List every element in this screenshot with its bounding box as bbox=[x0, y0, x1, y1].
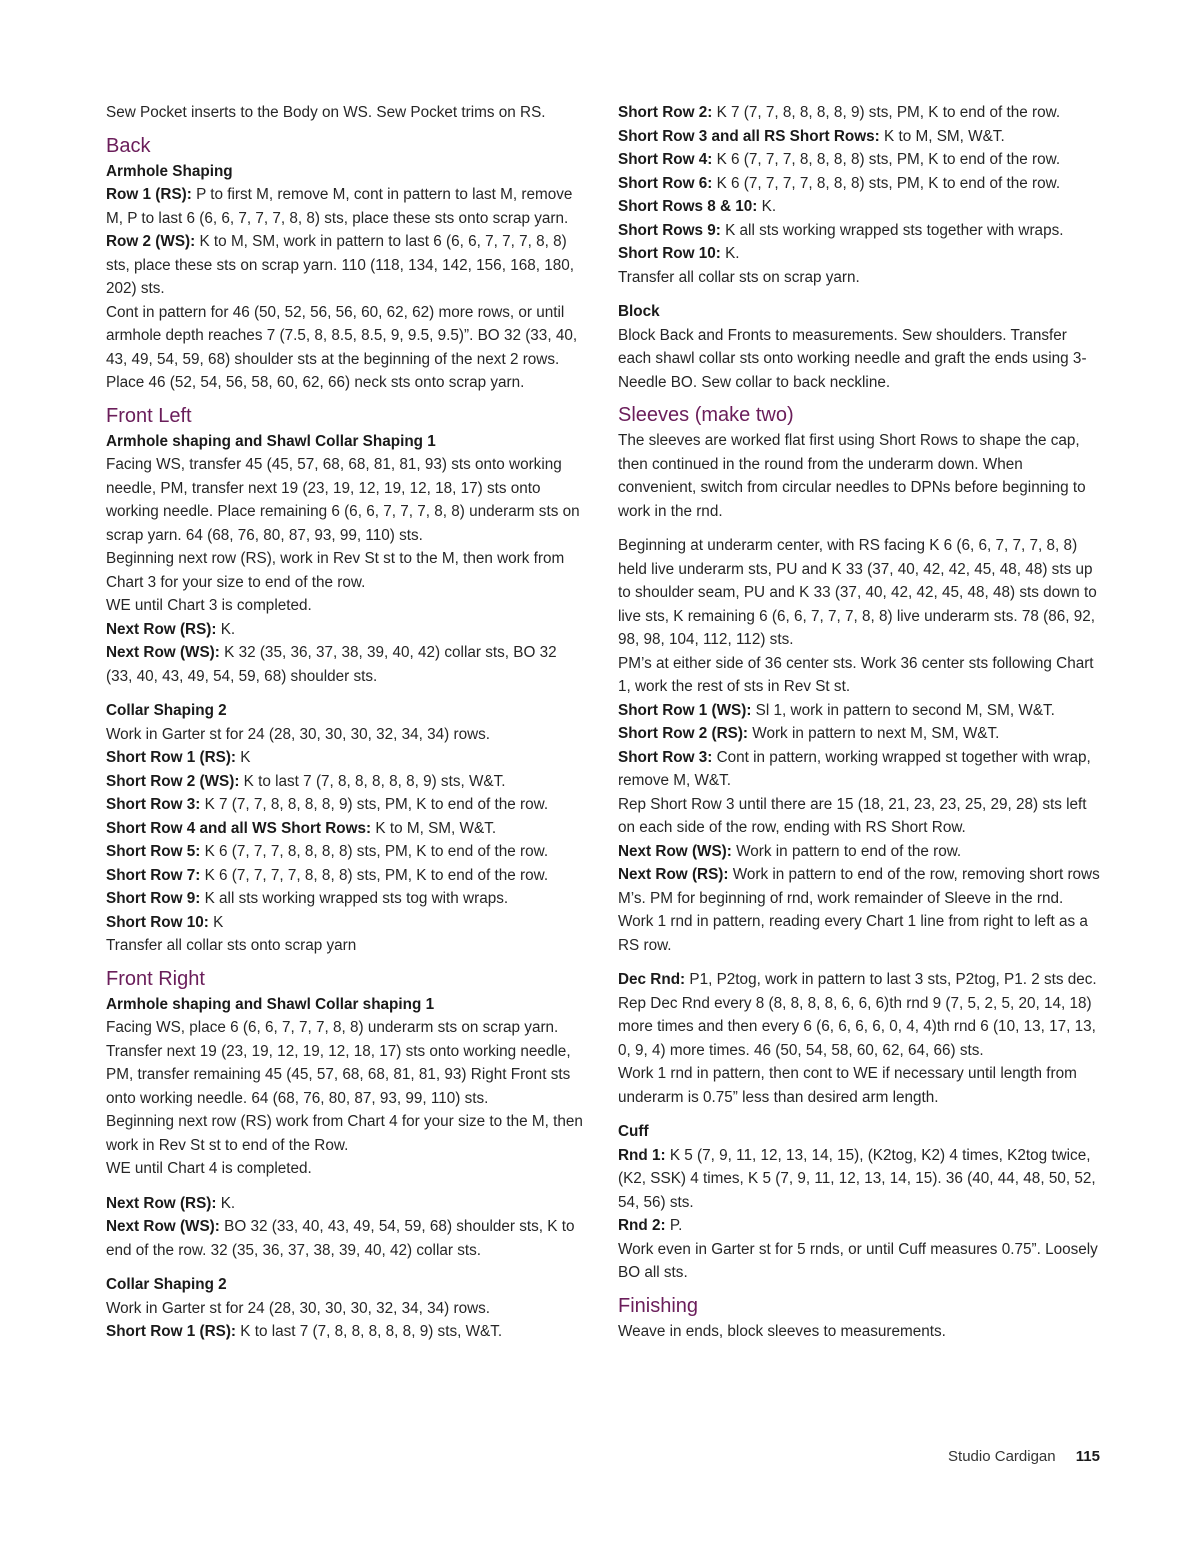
instruction-text: K all sts working wrapped sts tog with wraps. bbox=[200, 890, 509, 907]
subsection-heading: Block bbox=[618, 303, 660, 320]
instruction-paragraph bbox=[618, 992, 1102, 1063]
instruction-paragraph bbox=[618, 1320, 1102, 1344]
instruction-paragraph bbox=[618, 699, 1102, 723]
instruction-text: Cont in pattern for 46 (50, 52, 56, 56, 60, 62, 62) more rows, or until armhole depth reaches 7 (7.5, 8, 8.5, 8.5, 9, 9.5, 9.5)”. BO 32 (33, 40, 43, 49, 54, 59, 68) shoulder sts at the beginning of the next 2 rows. bbox=[106, 303, 578, 368]
instruction-text: K to M, SM, W&T. bbox=[371, 819, 497, 837]
instruction-paragraph bbox=[618, 1214, 1102, 1238]
row-label: Short Row 3: bbox=[618, 748, 713, 766]
row-label: Short Row 2: bbox=[618, 104, 713, 121]
instruction-paragraph bbox=[106, 371, 586, 395]
row-label: Short Row 3: bbox=[106, 796, 201, 813]
instruction-text: K bbox=[208, 913, 224, 931]
instruction-text: Work in pattern to end of the row. bbox=[731, 842, 962, 860]
instruction-text: K 32 (35, 36, 37, 38, 39, 40, 42) collar sts, BO 32 (33, 40, 43, 49, 54, 59, 68) shoulder sts. bbox=[106, 644, 557, 685]
instruction-paragraph bbox=[106, 1297, 586, 1321]
row-label: Short Row 1 (RS): bbox=[106, 1323, 237, 1340]
instruction-paragraph bbox=[618, 324, 1102, 395]
section-title: Finishing bbox=[618, 1294, 699, 1317]
spacer bbox=[106, 1181, 586, 1192]
instruction-paragraph bbox=[106, 453, 586, 547]
row-label: Next Row (WS): bbox=[618, 842, 732, 860]
row-label: Short Row 6: bbox=[618, 174, 713, 192]
instruction-paragraph bbox=[106, 230, 586, 301]
instruction-paragraph bbox=[618, 910, 1102, 957]
instruction-paragraph bbox=[106, 934, 586, 958]
row-label: Short Row 10: bbox=[106, 913, 209, 931]
instruction-text: WE until Chart 4 is completed. bbox=[106, 1160, 312, 1177]
instruction-text: WE until Chart 3 is completed. bbox=[106, 597, 312, 614]
row-label: Next Row (RS): bbox=[106, 1194, 217, 1212]
subsection-heading: Collar Shaping 2 bbox=[106, 1276, 227, 1293]
subsection-heading: Armhole shaping and Shawl Collar shaping 1 bbox=[106, 995, 435, 1013]
instruction-paragraph bbox=[618, 242, 1102, 266]
instruction-paragraph bbox=[106, 723, 586, 747]
instruction-paragraph bbox=[618, 266, 1102, 290]
row-label: Short Row 7: bbox=[106, 866, 201, 884]
instruction-text: Weave in ends, block sleeves to measurements. bbox=[618, 1322, 946, 1340]
row-label: Short Rows 8 & 10: bbox=[618, 198, 758, 215]
instruction-text: K 6 (7, 7, 7, 8, 8, 8, 8) sts, PM, K to end of the row. bbox=[712, 151, 1061, 168]
row-label: Short Row 4 and all WS Short Rows: bbox=[106, 819, 372, 837]
instruction-paragraph bbox=[106, 594, 586, 618]
row-label: Short Row 1 (WS): bbox=[618, 701, 752, 719]
instruction-paragraph bbox=[618, 125, 1102, 149]
instruction-paragraph bbox=[106, 864, 586, 888]
instruction-text: Cont in pattern, working wrapped st together with wrap, remove M, W&T. bbox=[618, 748, 1091, 789]
row-label: Next Row (WS): bbox=[106, 644, 220, 661]
instruction-text: K 7 (7, 7, 8, 8, 8, 8, 9) sts, PM, K to end of the row. bbox=[200, 796, 549, 813]
instruction-paragraph bbox=[106, 817, 586, 841]
instruction-paragraph bbox=[106, 793, 586, 817]
instruction-paragraph bbox=[618, 863, 1102, 910]
instruction-text: BO 32 (33, 40, 43, 49, 54, 59, 68) shoulder sts, K to end of the row. 32 (35, 36, 37, 38, 39, 40, 42) collar sts. bbox=[106, 1218, 575, 1259]
instruction-text: Beginning next row (RS), work in Rev St st to the M, then work from Chart 3 for your size to end of the row. bbox=[106, 550, 565, 591]
row-label: Dec Rnd: bbox=[618, 971, 686, 988]
instruction-text: K 6 (7, 7, 7, 8, 8, 8, 8) sts, PM, K to end of the row. bbox=[200, 843, 549, 860]
instruction-paragraph bbox=[618, 968, 1102, 992]
instruction-text: K. bbox=[216, 620, 236, 638]
instruction-paragraph bbox=[106, 301, 586, 372]
instruction-paragraph bbox=[106, 840, 586, 864]
instruction-paragraph bbox=[618, 1062, 1102, 1109]
instruction-text: Work in pattern to end of the row, removing short rows M’s. PM for beginning of rnd, work remainder of Sleeve in the rnd. bbox=[618, 866, 1100, 907]
instruction-text: P. bbox=[665, 1217, 683, 1234]
instruction-text: Beginning at underarm center, with RS facing K 6 (6, 6, 7, 7, 7, 8, 8) held live underarm sts, PU and K 33 (37, 40, 42, 42, 45, 48, 48) sts up to shoulder seam, PU and K 33 (37, 40, 42, 42, 45, 48, 48) sts down to live sts, K remaining 6 (6, 6, 7, 7, 7, 8, 8) live underarm sts. 78 (86, 92, 98, 98, 104, 112, 112) sts. bbox=[618, 537, 1097, 648]
section-title: Back bbox=[106, 134, 151, 157]
instruction-paragraph bbox=[106, 1016, 586, 1110]
instruction-paragraph bbox=[618, 534, 1102, 652]
subsection-heading: Armhole shaping and Shawl Collar Shaping 1 bbox=[106, 432, 436, 450]
instruction-paragraph bbox=[106, 183, 586, 230]
instruction-paragraph bbox=[618, 1238, 1102, 1285]
instruction-paragraph bbox=[106, 1110, 586, 1157]
instruction-text: K all sts working wrapped sts together with wraps. bbox=[720, 221, 1064, 239]
instruction-paragraph bbox=[618, 652, 1102, 699]
spacer bbox=[106, 688, 586, 699]
instruction-text: Sew Pocket inserts to the Body on WS. Sew Pocket trims on RS. bbox=[106, 104, 546, 121]
instruction-paragraph bbox=[106, 547, 586, 594]
instruction-paragraph bbox=[106, 641, 586, 688]
spacer bbox=[106, 1262, 586, 1273]
instruction-paragraph bbox=[618, 148, 1102, 172]
instruction-paragraph bbox=[106, 770, 586, 794]
row-label: Short Row 3 and all RS Short Rows: bbox=[618, 127, 880, 145]
row-label: Next Row (RS): bbox=[106, 620, 217, 638]
instruction-text: K 5 (7, 9, 11, 12, 13, 14, 15), (K2tog, K2) 4 times, K2tog twice, (K2, SSK) 4 times, K 5 (7, 9, 11, 12, 13, 14, 15). 36 (40, 44, 48, 50, 52, 54, 56) sts. bbox=[618, 1146, 1096, 1211]
row-label: Row 2 (WS): bbox=[106, 233, 196, 250]
instruction-text: P to first M, remove M, cont in pattern to last M, remove M, P to last 6 (6, 6, 7, 7, 7, 8, 8) sts, place these sts onto scrap yarn. bbox=[106, 186, 573, 227]
row-label: Short Row 5: bbox=[106, 843, 201, 860]
instruction-text: Work 1 rnd in pattern, reading every Chart 1 line from right to left as a RS row. bbox=[618, 913, 1088, 954]
instruction-paragraph bbox=[106, 618, 586, 642]
page-footer bbox=[948, 1448, 1100, 1465]
instruction-paragraph bbox=[106, 1215, 586, 1262]
instruction-text: K bbox=[236, 749, 251, 766]
spacer bbox=[618, 289, 1102, 300]
instruction-paragraph bbox=[618, 722, 1102, 746]
instruction-text: Facing WS, transfer 45 (45, 57, 68, 68, 81, 81, 93) sts onto working needle, PM, transfer next 19 (23, 19, 12, 19, 12, 18, 17) sts onto working needle. Place remaining 6 (6, 6, 7, 7, 7, 8, 8) underarm sts on scrap yarn. 64 (68, 76, 80, 87, 93, 99, 110) sts. bbox=[106, 456, 580, 544]
row-label: Next Row (RS): bbox=[618, 866, 729, 883]
instruction-text: Block Back and Fronts to measurements. Sew shoulders. Transfer each shawl collar sts onto working needle and graft the ends using 3-Needle BO. Sew collar to back neckline. bbox=[618, 326, 1087, 391]
instruction-text: K. bbox=[216, 1194, 236, 1212]
instruction-text: Beginning next row (RS) work from Chart 4 for your size to the M, then work in Rev St st to end of the Row. bbox=[106, 1113, 583, 1154]
row-label: Short Row 1 (RS): bbox=[106, 749, 237, 766]
row-label: Rnd 2: bbox=[618, 1217, 666, 1234]
instruction-text: Rep Short Row 3 until there are 15 (18, 21, 23, 23, 25, 29, 28) sts left on each side of the row, ending with RS Short Row. bbox=[618, 795, 1087, 836]
instruction-text: Work in Garter st for 24 (28, 30, 30, 30, 32, 34, 34) rows. bbox=[106, 1299, 491, 1317]
instruction-paragraph bbox=[106, 746, 586, 770]
book-title: Studio Cardigan bbox=[948, 1448, 1056, 1465]
instruction-paragraph bbox=[618, 429, 1102, 523]
spacer bbox=[618, 957, 1102, 968]
instruction-text: K 6 (7, 7, 7, 7, 8, 8, 8) sts, PM, K to end of the row. bbox=[200, 866, 549, 884]
instruction-paragraph bbox=[618, 195, 1102, 219]
instruction-text: Work in Garter st for 24 (28, 30, 30, 30, 32, 34, 34) rows. bbox=[106, 725, 491, 743]
instruction-text: The sleeves are worked flat first using Short Rows to shape the cap, then continued in the round from the underarm down. When convenient, switch from circular needles to DPNs before beginning to work in the rnd. bbox=[618, 432, 1086, 520]
row-label: Short Row 4: bbox=[618, 151, 713, 168]
left-column bbox=[106, 101, 586, 1344]
instruction-text: Facing WS, place 6 (6, 6, 7, 7, 7, 8, 8) underarm sts on scrap yarn. Transfer next 19 (23, 19, 12, 19, 12, 18, 17) sts onto working needle, PM, transfer remaining 45 (45, 57, 68, 68, 81, 81, 93) Right Front sts onto working needle. 64 (68, 76, 80, 87, 93, 99, 110) sts. bbox=[106, 1019, 571, 1107]
instruction-paragraph bbox=[618, 793, 1102, 840]
instruction-text: Transfer all collar sts on scrap yarn. bbox=[618, 268, 860, 286]
row-label: Short Row 2 (RS): bbox=[618, 725, 749, 742]
instruction-text: Work in pattern to next M, SM, W&T. bbox=[748, 725, 1000, 742]
instruction-text: Sl 1, work in pattern to second M, SM, W&T. bbox=[751, 701, 1055, 719]
right-column bbox=[618, 101, 1102, 1343]
instruction-text: P1, P2tog, work in pattern to last 3 sts, P2tog, P1. 2 sts dec. bbox=[685, 971, 1097, 988]
spacer bbox=[618, 523, 1102, 534]
instruction-text: K. bbox=[720, 245, 740, 262]
subsection-heading: Collar Shaping 2 bbox=[106, 702, 227, 719]
instruction-text: K 6 (7, 7, 7, 7, 8, 8, 8) sts, PM, K to end of the row. bbox=[712, 174, 1061, 192]
row-label: Rnd 1: bbox=[618, 1146, 666, 1164]
section-title: Front Left bbox=[106, 404, 192, 427]
row-label: Short Row 2 (WS): bbox=[106, 772, 240, 790]
instruction-text: K 7 (7, 7, 8, 8, 8, 8, 9) sts, PM, K to end of the row. bbox=[712, 104, 1061, 121]
row-label: Short Rows 9: bbox=[618, 221, 721, 239]
page-number: 115 bbox=[1075, 1448, 1100, 1465]
instruction-text: K to last 7 (7, 8, 8, 8, 8, 8, 9) sts, W&T. bbox=[239, 772, 506, 790]
instruction-text: PM’s at either side of 36 center sts. Work 36 center sts following Chart 1, work the rest of sts in Rev St st. bbox=[618, 654, 1094, 695]
section-title: Front Right bbox=[106, 967, 205, 990]
subsection-heading: Armhole Shaping bbox=[106, 162, 233, 180]
instruction-paragraph bbox=[618, 1144, 1102, 1215]
instruction-text: Work even in Garter st for 5 rnds, or until Cuff measures 0.75”. Loosely BO all sts. bbox=[618, 1240, 1098, 1281]
instruction-paragraph bbox=[618, 746, 1102, 793]
instruction-text: K to M, SM, W&T. bbox=[879, 127, 1005, 145]
instruction-text: K to M, SM, work in pattern to last 6 (6, 6, 7, 7, 7, 8, 8) sts, place these sts on scrap yarn. 110 (118, 134, 142, 156, 168, 180, 202) sts. bbox=[106, 233, 574, 297]
instruction-text: Transfer all collar sts onto scrap yarn bbox=[106, 937, 357, 954]
section-title: Sleeves (make two) bbox=[618, 404, 794, 426]
instruction-text: Rep Dec Rnd every 8 (8, 8, 8, 8, 6, 6, 6)th rnd 9 (7, 5, 2, 5, 20, 14, 18) more times and then every 6 (6, 6, 6, 6, 0, 4, 4)th rnd 6 (10, 13, 17, 13, 0, 9, 4) more times. 46 (50, 54, 58, 60, 62, 64, 66) sts. bbox=[618, 994, 1096, 1059]
row-label: Row 1 (RS): bbox=[106, 186, 192, 203]
instruction-paragraph bbox=[106, 911, 586, 935]
instruction-text: K to last 7 (7, 8, 8, 8, 8, 8, 9) sts, W&T. bbox=[236, 1323, 503, 1340]
spacer bbox=[618, 1109, 1102, 1120]
instruction-paragraph bbox=[618, 219, 1102, 243]
row-label: Next Row (WS): bbox=[106, 1218, 220, 1235]
instruction-paragraph bbox=[618, 840, 1102, 864]
instruction-paragraph bbox=[618, 172, 1102, 196]
instruction-paragraph bbox=[106, 1320, 586, 1344]
instruction-paragraph bbox=[106, 887, 586, 911]
subsection-heading: Cuff bbox=[618, 1123, 649, 1140]
instruction-text: Place 46 (52, 54, 56, 58, 60, 62, 66) neck sts onto scrap yarn. bbox=[106, 374, 525, 391]
instruction-paragraph bbox=[106, 1192, 586, 1216]
instruction-paragraph bbox=[106, 1157, 586, 1181]
instruction-paragraph bbox=[106, 101, 586, 125]
row-label: Short Row 10: bbox=[618, 245, 721, 262]
instruction-text: K. bbox=[757, 198, 777, 215]
instruction-text: Work 1 rnd in pattern, then cont to WE if necessary until length from underarm is 0.75” less than desired arm length. bbox=[618, 1065, 1077, 1106]
instruction-paragraph bbox=[618, 101, 1102, 125]
row-label: Short Row 9: bbox=[106, 890, 201, 907]
